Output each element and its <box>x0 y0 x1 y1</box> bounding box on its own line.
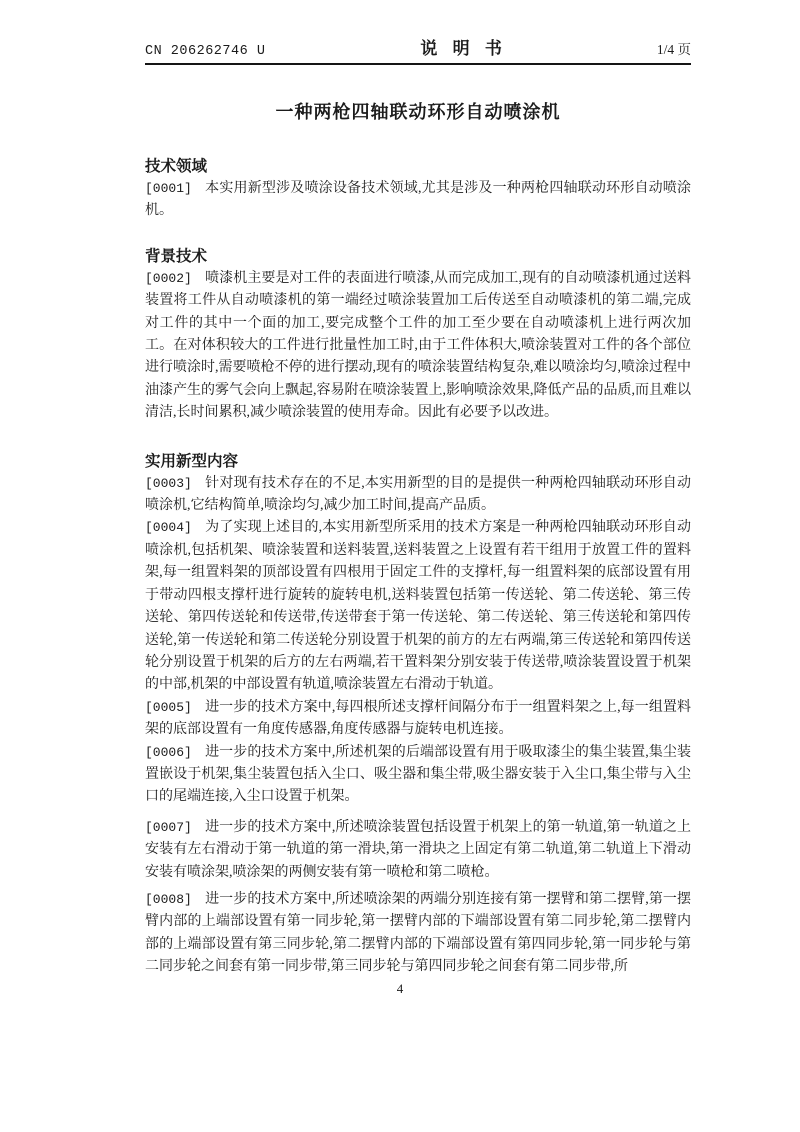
section-heading: 实用新型内容 <box>145 452 239 470</box>
page-footer <box>0 981 800 997</box>
section <box>145 451 691 979</box>
paragraph <box>145 517 691 696</box>
paragraph-text: 本实用新型涉及喷涂设备技术领域,尤其是涉及一种两枪四轴联动环形自动喷涂机。 <box>145 181 691 219</box>
paragraph-text: 针对现有技术存在的不足,本实用新型的目的是提供一种两枪四轴联动环形自动喷涂机,它结构简单,喷涂均匀,减少加工时间,提高产品质。 <box>145 475 691 514</box>
paragraph-number: [0002] <box>145 270 192 286</box>
paragraph-number: [0004] <box>145 520 192 536</box>
page-header <box>145 0 691 59</box>
section-heading: 技术领域 <box>145 158 208 175</box>
paragraph-number: [0003] <box>145 475 192 491</box>
paragraph-text: 进一步的技术方案中,所述喷涂架的两端分别连接有第一摆臂和第二摆臂,第一摆臂内部的上端部设置有第一同步轮,第一摆臂内部的下端部设置有第二同步轮,第二摆臂内部的上端部设置有第三同步轮,第二摆臂内部的下端部设置有第四同步轮,第一同步轮与第二同步轮之间套有第一同步带,第三同步轮与第四同步轮之间套有第二同步带,所 <box>145 891 691 975</box>
paragraph-text: 进一步的技术方案中,每四根所述支撑杆间隔分布于一组置料架之上,每一组置料架的底部设置有一角度传感器,角度传感器与旋转电机连接。 <box>145 699 691 738</box>
section <box>145 156 691 223</box>
paragraph-text: 进一步的技术方案中,所述喷涂装置包括设置于机架上的第一轨道,第一轨道之上安装有左右滑动于第一轨道的第一滑块,第一滑块之上固定有第二轨道,第二轨道上下滑动安装有喷涂架,喷涂架的两侧安装有第一喷枪和第二喷枪。 <box>145 819 691 880</box>
header-divider <box>145 63 691 65</box>
paragraph <box>145 889 691 979</box>
paragraph <box>145 697 691 742</box>
document-content <box>145 0 691 979</box>
paragraph-text: 喷漆机主要是对工件的表面进行喷漆,从而完成加工,现有的自动喷漆机通过送料装置将工件从自动喷漆机的第一端经过喷涂装置加工后传送至自动喷漆机的第二端,完成对工件的其中一个面的加工,要完成整个工件的加工至少要在自动喷漆机上进行两次加工。在对体积较大的工件进行批量性加工时,由于工件体积大,喷涂装置对工件的各个部位进行喷涂时,需要喷枪不停的进行摆动,现有的喷涂装置结构复杂,难以喷涂均匀,喷涂过程中油漆产生的雾气会向上飘起,容易附在喷涂装置上,影响喷涂效果,降低产品的品质,而且难以清洁,长时间累积,减少喷涂装置的使用寿命。因此有必要予以改进。 <box>145 270 691 421</box>
paragraph-number: [0005] <box>145 699 192 715</box>
paragraph <box>145 473 691 518</box>
page-indicator: 1/4 页 <box>656 42 691 57</box>
paragraph <box>145 268 691 425</box>
invention-title: 一种两枪四轴联动环形自动喷涂机 <box>275 102 561 122</box>
section-heading: 背景技术 <box>145 247 208 265</box>
page-number: 4 <box>396 981 404 996</box>
paragraph-text: 进一步的技术方案中,所述机架的后端部设置有用于吸取漆尘的集尘装置,集尘装置嵌设于机架,集尘装置包括入尘口、吸尘器和集尘带,吸尘器安装于入尘口,集尘带与入尘口的尾端连接,入尘口设置于机架。 <box>145 744 691 805</box>
paragraph-number: [0001] <box>145 181 192 196</box>
patent-number: CN 206262746 U <box>145 44 266 59</box>
paragraph-number: [0008] <box>145 891 192 907</box>
paragraph-number: [0006] <box>145 744 192 760</box>
paragraph-number: [0007] <box>145 819 192 835</box>
paragraph <box>145 178 691 223</box>
document-type-title: 说明书 <box>420 39 518 58</box>
paragraph-text: 为了实现上述目的,本实用新型所采用的技术方案是一种两枪四轴联动环形自动喷涂机,包括机架、喷涂装置和送料装置,送料装置之上设置有若干组用于放置工件的置料架,每一组置料架的顶部设置有四根用于固定工件的支撑杆,每一组置料架的底部设置有用于带动四根支撑杆进行旋转的旋转电机,送料装置包括第一传送轮、第二传送轮、第三传送轮、第四传送轮和传送带,传送带套于第一传送轮、第二传送轮、第三传送轮和第四传送轮,第一传送轮和第二传送轮分别设置于机架的前方的左右两端,第三传送轮和第四传送轮分别设置于机架的后方的左右两端,若干置料架分别安装于传送带,喷涂装置设置于机架的中部,机架的中部设置有轨道,喷涂装置左右滑动于轨道。 <box>145 520 691 693</box>
paragraph <box>145 742 691 809</box>
sections-container <box>145 156 691 979</box>
section <box>145 246 691 425</box>
paragraph <box>145 817 691 884</box>
